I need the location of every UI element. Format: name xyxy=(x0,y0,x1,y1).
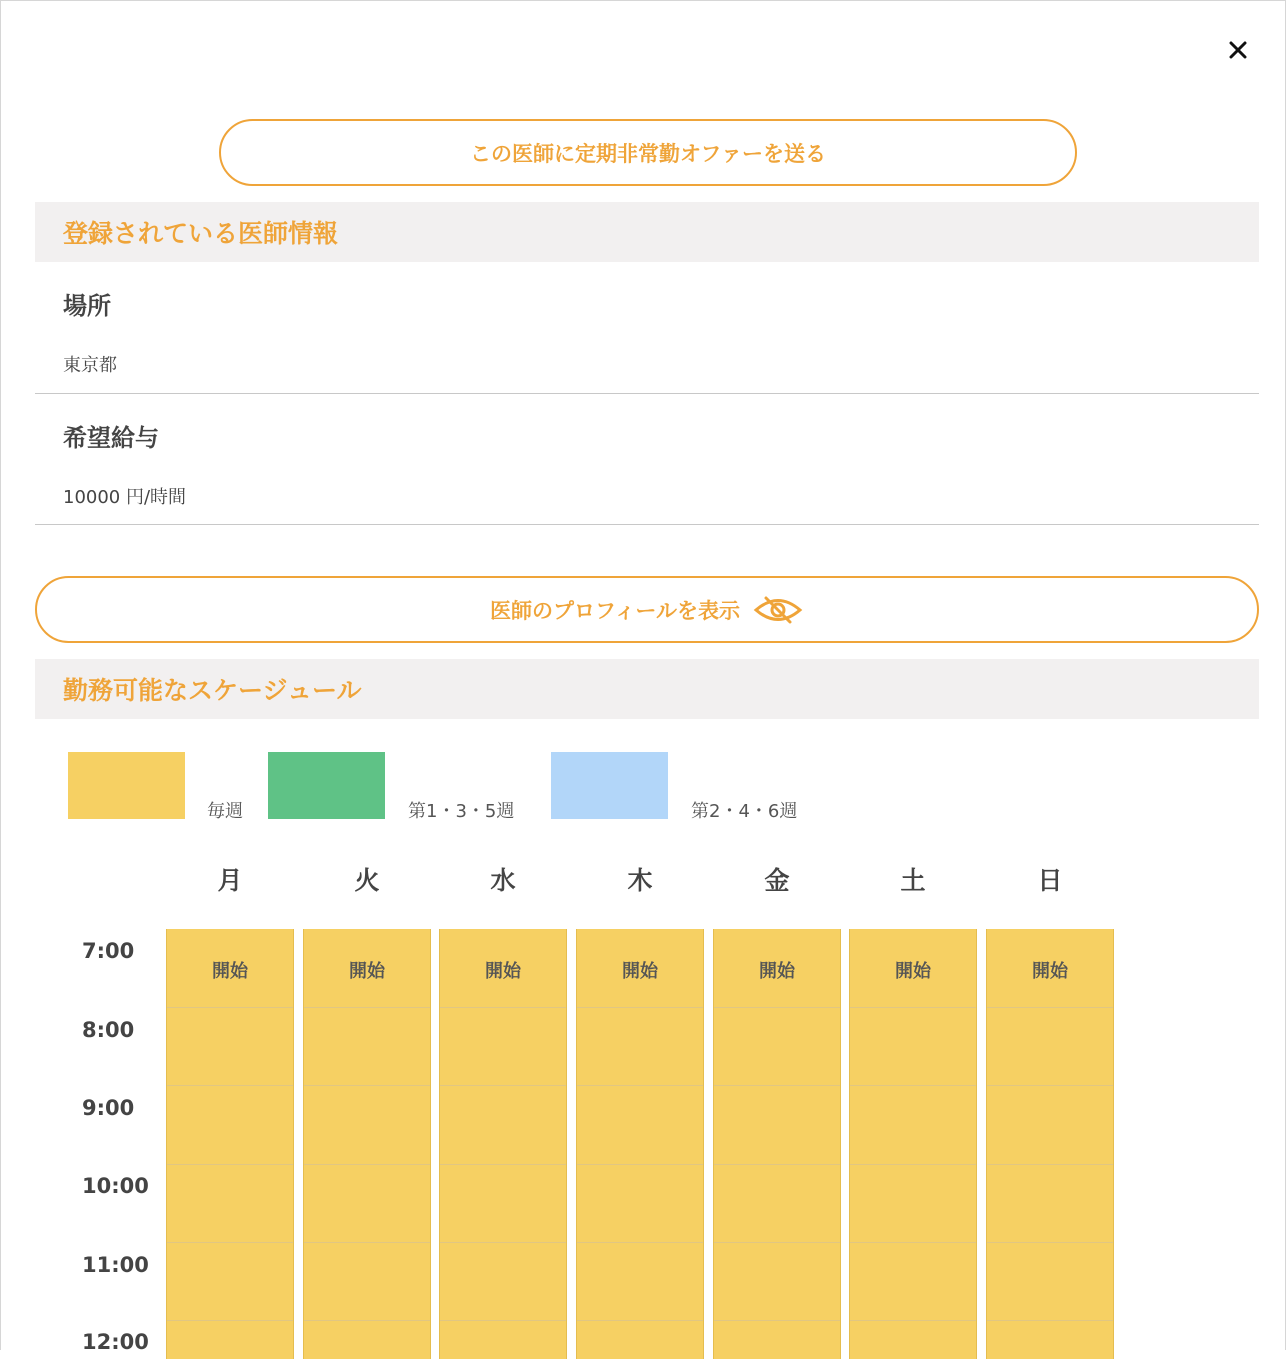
hour-line xyxy=(987,1320,1113,1321)
hour-line xyxy=(850,1085,976,1086)
send-offer-button-label: この医師に定期非常勤オファーを送る xyxy=(470,141,826,166)
hour-line xyxy=(167,1320,293,1321)
schedule-header: 勤務可能なスケージュール xyxy=(35,659,1259,719)
day-label-sun: 日 xyxy=(1037,866,1063,895)
time-label-0800: 8:00 xyxy=(82,1018,135,1042)
hour-line xyxy=(987,1007,1113,1008)
schedule-column-wed[interactable] xyxy=(439,929,567,1359)
hour-line xyxy=(440,1164,566,1165)
hour-line xyxy=(987,1164,1113,1165)
hour-line xyxy=(440,1320,566,1321)
hour-line xyxy=(167,1085,293,1086)
start-label: 開始 xyxy=(212,961,248,982)
hour-line xyxy=(304,1242,430,1243)
hour-line xyxy=(167,1164,293,1165)
hour-line xyxy=(440,1085,566,1086)
schedule-column-tue[interactable] xyxy=(303,929,431,1359)
close-button[interactable] xyxy=(1223,35,1253,65)
legend-label-weekly: 毎週 xyxy=(207,801,243,822)
salary-value: 10000 円/時間 xyxy=(63,487,187,508)
day-label-tue: 火 xyxy=(354,866,380,895)
hour-line xyxy=(577,1320,703,1321)
hour-line xyxy=(714,1320,840,1321)
doctor-info-header: 登録されている医師情報 xyxy=(35,202,1259,262)
start-label: 開始 xyxy=(622,961,658,982)
start-label: 開始 xyxy=(1032,961,1068,982)
legend-swatch-even-weeks xyxy=(551,752,668,819)
day-label-sat: 土 xyxy=(900,866,926,895)
hour-line xyxy=(987,1085,1113,1086)
hour-line xyxy=(850,1164,976,1165)
salary-label: 希望給与 xyxy=(63,424,159,452)
hour-line xyxy=(714,1085,840,1086)
location-label: 場所 xyxy=(63,292,111,320)
hour-line xyxy=(714,1242,840,1243)
time-label-0900: 9:00 xyxy=(82,1096,135,1120)
hour-line xyxy=(167,1007,293,1008)
hour-line xyxy=(304,1085,430,1086)
hour-line xyxy=(850,1007,976,1008)
legend-swatch-weekly xyxy=(68,752,185,819)
hour-line xyxy=(714,1164,840,1165)
start-label: 開始 xyxy=(759,961,795,982)
hour-line xyxy=(577,1164,703,1165)
hour-line xyxy=(440,1242,566,1243)
divider xyxy=(35,524,1259,525)
view-profile-button-label: 医師のプロフィールを表示 xyxy=(490,598,740,623)
hour-line xyxy=(167,1242,293,1243)
schedule-column-fri[interactable] xyxy=(713,929,841,1359)
hour-line xyxy=(304,1164,430,1165)
schedule-column-mon[interactable] xyxy=(166,929,294,1359)
day-label-fri: 金 xyxy=(764,866,790,895)
start-label: 開始 xyxy=(485,961,521,982)
time-label-0700: 7:00 xyxy=(82,939,135,963)
hour-line xyxy=(304,1007,430,1008)
time-label-1100: 11:00 xyxy=(82,1253,149,1277)
hour-line xyxy=(577,1007,703,1008)
hour-line xyxy=(987,1242,1113,1243)
close-icon xyxy=(1229,41,1247,59)
schedule-column-thu[interactable] xyxy=(576,929,704,1359)
location-value: 東京都 xyxy=(63,355,117,376)
day-label-wed: 水 xyxy=(490,866,516,895)
hour-line xyxy=(850,1320,976,1321)
time-label-1000: 10:00 xyxy=(82,1174,149,1198)
view-profile-button[interactable] xyxy=(35,576,1259,643)
divider xyxy=(35,393,1259,394)
hour-line xyxy=(304,1320,430,1321)
hour-line xyxy=(577,1085,703,1086)
hour-line xyxy=(440,1007,566,1008)
start-label: 開始 xyxy=(895,961,931,982)
send-offer-button[interactable] xyxy=(219,119,1077,186)
schedule-column-sun[interactable] xyxy=(986,929,1114,1359)
start-label: 開始 xyxy=(349,961,385,982)
eye-slash-icon xyxy=(752,595,804,625)
hour-line xyxy=(850,1242,976,1243)
hour-line xyxy=(577,1242,703,1243)
schedule-column-sat[interactable] xyxy=(849,929,977,1359)
legend-label-odd-weeks: 第1・3・5週 xyxy=(408,801,515,822)
day-label-thu: 木 xyxy=(627,866,653,895)
legend-swatch-odd-weeks xyxy=(268,752,385,819)
day-label-mon: 月 xyxy=(217,866,243,895)
hour-line xyxy=(714,1007,840,1008)
time-label-1200: 12:00 xyxy=(82,1330,149,1354)
legend-label-even-weeks: 第2・4・6週 xyxy=(691,801,798,822)
